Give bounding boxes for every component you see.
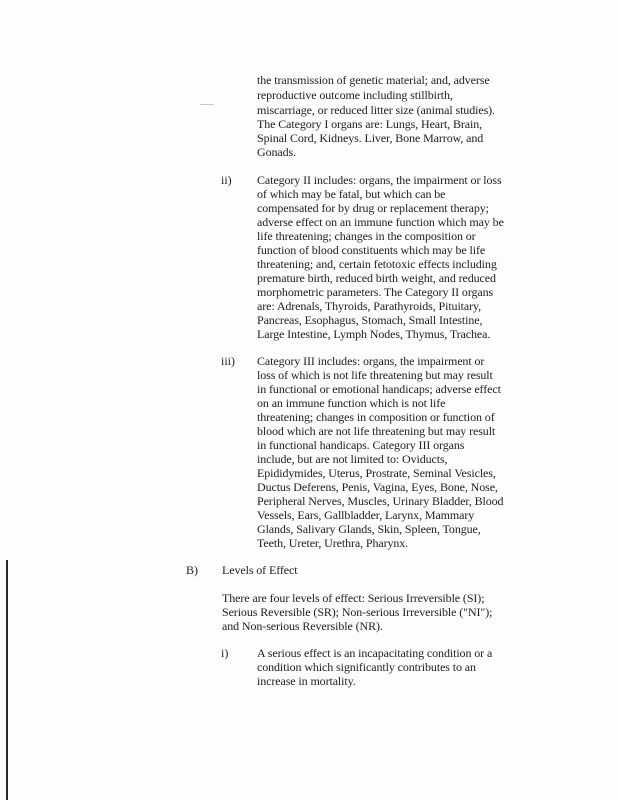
text-line: life threatening; changes in the composition or bbox=[257, 229, 476, 243]
text-line: Pancreas, Esophagus, Stomach, Small Intestine, bbox=[257, 313, 483, 327]
text-line: the transmission of genetic material; and, adverse bbox=[257, 73, 490, 87]
text-line: compensated for by drug or replacement therapy; bbox=[257, 201, 489, 215]
text-line: Teeth, Ureter, Urethra, Pharynx. bbox=[257, 536, 409, 550]
text-line: reproductive outcome including stillbirth, bbox=[257, 88, 453, 102]
section-heading: Levels of Effect bbox=[222, 563, 298, 577]
text-line: threatening; and, certain fetotoxic effects including bbox=[257, 257, 497, 271]
section-marker-b: B) bbox=[186, 563, 198, 577]
text-line: miscarriage, or reduced litter size (animal studies). bbox=[257, 103, 495, 117]
text-line: A serious effect is an incapacitating condition or a bbox=[257, 646, 493, 660]
text-line: The Category I organs are: Lungs, Heart, Brain, bbox=[257, 117, 483, 131]
text-line: Category III includes: organs, the impairment or bbox=[257, 354, 485, 368]
text-line: morphometric parameters. The Category II organs bbox=[257, 285, 494, 299]
text-line: include, but are not limited to: Oviducts, bbox=[257, 452, 448, 466]
text-line: loss of which is not life threatening but may result bbox=[257, 368, 493, 382]
text-line: Peripheral Nerves, Muscles, Urinary Bladder, Blood bbox=[257, 494, 504, 508]
list-marker-ii: ii) bbox=[221, 173, 232, 187]
text-line: Category II includes: organs, the impairment or loss bbox=[257, 173, 502, 187]
text-line: threatening; changes in composition or function of bbox=[257, 410, 495, 424]
scan-artifact bbox=[200, 104, 214, 105]
text-line: are: Adrenals, Thyroids, Parathyroids, Pituitary, bbox=[257, 299, 482, 313]
text-line: on an immune function which is not life bbox=[257, 396, 446, 410]
text-line: increase in mortality. bbox=[257, 674, 356, 688]
text-line: Large Intestine, Lymph Nodes, Thymus, Trachea. bbox=[257, 327, 491, 341]
text-line: and Non-serious Reversible (NR). bbox=[222, 619, 383, 633]
text-line: Epididymides, Uterus, Prostrate, Seminal Vesicles, bbox=[257, 466, 496, 480]
text-line: blood which are not life threatening but may result bbox=[257, 424, 496, 438]
text-line: There are four levels of effect: Serious Irreversible (SI); bbox=[222, 591, 485, 605]
scan-margin-line bbox=[6, 560, 8, 800]
text-line: in functional or emotional handicaps; adverse effect bbox=[257, 382, 501, 396]
text-line: in functional handicaps. Category III organs bbox=[257, 438, 465, 452]
text-line: premature birth, reduced birth weight, and reduced bbox=[257, 271, 496, 285]
list-marker-iii: iii) bbox=[221, 354, 235, 368]
text-line: Glands, Salivary Glands, Skin, Spleen, Tongue, bbox=[257, 522, 481, 536]
text-line: Spinal Cord, Kidneys. Liver, Bone Marrow, and bbox=[257, 131, 484, 145]
text-line: Gonads. bbox=[257, 145, 296, 159]
list-marker-i: i) bbox=[221, 646, 229, 660]
text-line: Serious Reversible (SR); Non-serious Irreversible ("NI"); bbox=[222, 605, 493, 619]
text-line: Ductus Deferens, Penis, Vagina, Eyes, Bone, Nose, bbox=[257, 480, 498, 494]
text-line: condition which significantly contributes to an bbox=[257, 660, 476, 674]
text-line: Vessels, Ears, Gallbladder, Larynx, Mammary bbox=[257, 508, 475, 522]
text-line: adverse effect on an immune function which may be bbox=[257, 215, 504, 229]
text-line: of which may be fatal, but which can be bbox=[257, 187, 446, 201]
text-line: function of blood constituents which may be life bbox=[257, 243, 486, 257]
